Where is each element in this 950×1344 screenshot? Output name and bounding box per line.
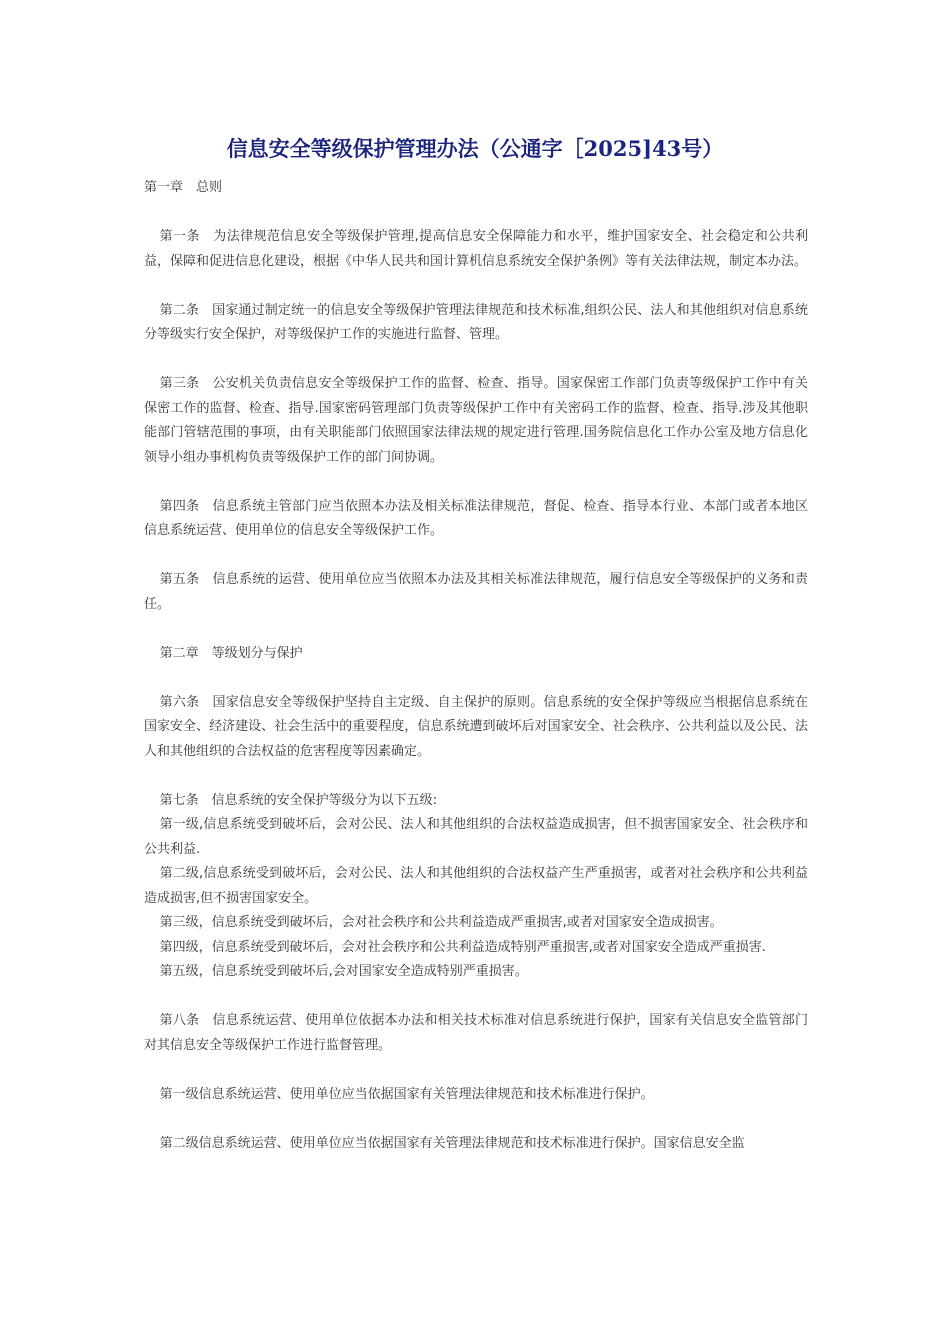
document-body	[144, 176, 808, 1156]
paragraph: 第一级信息系统运营、使用单位应当依据国家有关管理法律规范和技术标准进行保护。	[159, 1086, 654, 1102]
paragraph: 第三条 公安机关负责信息安全等级保护工作的监督、检查、指导。国家保密工作部门负责等级保护工作中有关保密工作的监督、检查、指导.国家密码管理部门负责等级保护工作中有关密码工作的监督、检查、指导.涉及其他职能部门管辖范围的事项，由有关职能部门依照国家法律法规的规定进行管理.国务院信息化工作办公室及地方信息化领导小组办事机构负责等级保护工作的部门间协调。	[144, 376, 808, 465]
paragraph: 第一级,信息系统受到破坏后，会对公民、法人和其他组织的合法权益造成损害，但不损害国家安全、社会秩序和公共利益.	[144, 817, 808, 857]
paragraph: 第二级,信息系统受到破坏后，会对公民、法人和其他组织的合法权益产生严重损害，或者对社会秩序和公共利益造成损害,但不损害国家安全。	[144, 866, 808, 906]
paragraph: 第五级，信息系统受到破坏后,会对国家安全造成特别严重损害。	[159, 964, 528, 979]
paragraph: 第一条 为法律规范信息安全等级保护管理,提高信息安全保障能力和水平，维护国家安全、社会稳定和公共利益，保障和促进信息化建设，根据《中华人民共和国计算机信息系统安全保护条例》等有关法律法规，制定本办法。	[144, 229, 808, 269]
paragraph: 第二章 等级划分与保护	[159, 645, 303, 661]
document-title: 信息安全等级保护管理办法（公通字［2025]43号）	[226, 136, 724, 161]
paragraph: 第四级，信息系统受到破坏后，会对社会秩序和公共利益造成特别严重损害,或者对国家安全造成严重损害.	[159, 939, 766, 955]
paragraph: 第八条 信息系统运营、使用单位依据本办法和相关技术标准对信息系统进行保护，国家有关信息安全监管部门对其信息安全等级保护工作进行监督管理。	[144, 1013, 808, 1053]
paragraph: 第三级，信息系统受到破坏后，会对社会秩序和公共利益造成严重损害,或者对国家安全造成损害。	[159, 915, 723, 930]
paragraph: 第二条 国家通过制定统一的信息安全等级保护管理法律规范和技术标准,组织公民、法人和其他组织对信息系统分等级实行安全保护，对等级保护工作的实施进行监督、管理。	[144, 302, 808, 342]
paragraph: 第一章 总则	[144, 180, 223, 195]
paragraph: 第五条 信息系统的运营、使用单位应当依照本办法及其相关标准法律规范，履行信息安全等级保护的义务和责任。	[144, 572, 808, 612]
paragraph: 第四条 信息系统主管部门应当依照本办法及相关标准法律规范，督促、检查、指导本行业、本部门或者本地区信息系统运营、使用单位的信息安全等级保护工作。	[144, 498, 808, 538]
paragraph: 第六条 国家信息安全等级保护坚持自主定级、自主保护的原则。信息系统的安全保护等级应当根据信息系统在国家安全、经济建设、社会生活中的重要程度，信息系统遭到破坏后对国家安全、社会秩序、公共利益以及公民、法人和其他组织的合法权益的危害程度等因素确定。	[144, 694, 808, 759]
paragraph: 第二级信息系统运营、使用单位应当依据国家有关管理法律规范和技术标准进行保护。国家信息安全监	[159, 1135, 745, 1151]
paragraph: 第七条 信息系统的安全保护等级分为以下五级:	[159, 792, 437, 808]
